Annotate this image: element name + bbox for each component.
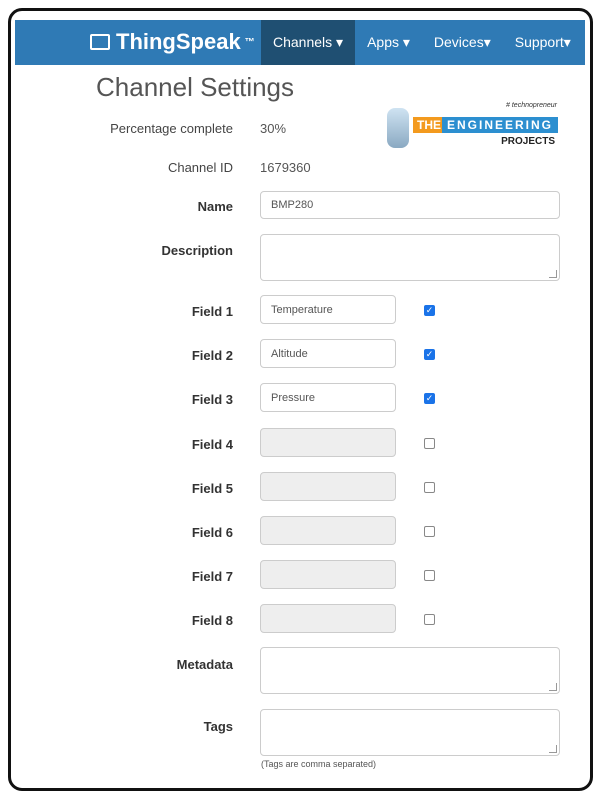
channel-id-label: Channel ID [167,160,233,175]
engineering-projects-watermark [385,102,557,150]
page-title: Channel Settings [96,72,295,102]
field-3-input[interactable] [260,383,396,412]
navbar [15,20,585,65]
robot-icon [387,108,409,148]
brand-name: ThingSpeak [116,29,241,54]
field-7-label: Field 7 [191,569,233,584]
tags-label: Tags [203,719,233,734]
field-5-input[interactable] [260,472,396,501]
nav-support[interactable]: Support▾ [514,34,571,50]
field-8-checkbox[interactable] [424,614,435,625]
nav-channels[interactable]: Channels ▾ [261,20,355,65]
field-6-input[interactable] [260,516,396,545]
field-5-label: Field 5 [191,481,233,496]
field-7-input[interactable] [260,560,396,589]
field-8-label: Field 8 [191,613,233,628]
field-3-checkbox[interactable]: ✓ [425,393,434,403]
field-6-label: Field 6 [191,525,233,540]
field-2-label: Field 2 [191,348,233,363]
metadata-textarea[interactable] [260,647,560,694]
field-2-value: Altitude [271,347,308,360]
field-1-label: Field 1 [191,304,233,319]
field-2-input[interactable] [260,339,396,368]
nav-devices[interactable]: Devices▾ [433,34,491,50]
field-7-checkbox[interactable] [424,570,435,581]
metadata-label: Metadata [176,657,233,672]
logo-the: THE [413,117,445,133]
name-value: BMP280 [271,199,314,211]
field-1-input[interactable] [260,295,396,324]
tags-hint: (Tags are comma separated) [261,759,377,769]
logo-projects: PROJECTS [501,136,555,147]
chat-bubble-icon [90,34,110,50]
percentage-label: Percentage complete [110,121,233,136]
field-8-input[interactable] [260,604,396,633]
field-3-value: Pressure [271,391,316,404]
field-4-input[interactable] [260,428,396,457]
name-label: Name [197,199,233,214]
percentage-value: 30% [260,121,287,136]
thingspeak-logo[interactable] [90,29,255,55]
name-input[interactable] [260,191,560,219]
channel-id-value: 1679360 [260,160,311,175]
field-3-label: Field 3 [191,392,233,407]
field-5-checkbox[interactable] [424,482,435,493]
field-4-checkbox[interactable] [424,438,435,449]
trademark: ™ [244,36,255,48]
tags-textarea[interactable] [260,709,560,756]
field-2-checkbox[interactable]: ✓ [425,349,434,359]
nav-apps[interactable]: Apps ▾ [367,34,410,50]
field-1-value: Temperature [271,303,333,316]
description-textarea[interactable] [260,234,560,281]
field-4-label: Field 4 [191,437,233,452]
field-1-checkbox[interactable]: ✓ [425,305,434,315]
description-label: Description [161,243,233,258]
logo-engineering: ENGINEERING [442,117,558,133]
logo-tag: # technopreneur [506,102,557,109]
field-6-checkbox[interactable] [424,526,435,537]
